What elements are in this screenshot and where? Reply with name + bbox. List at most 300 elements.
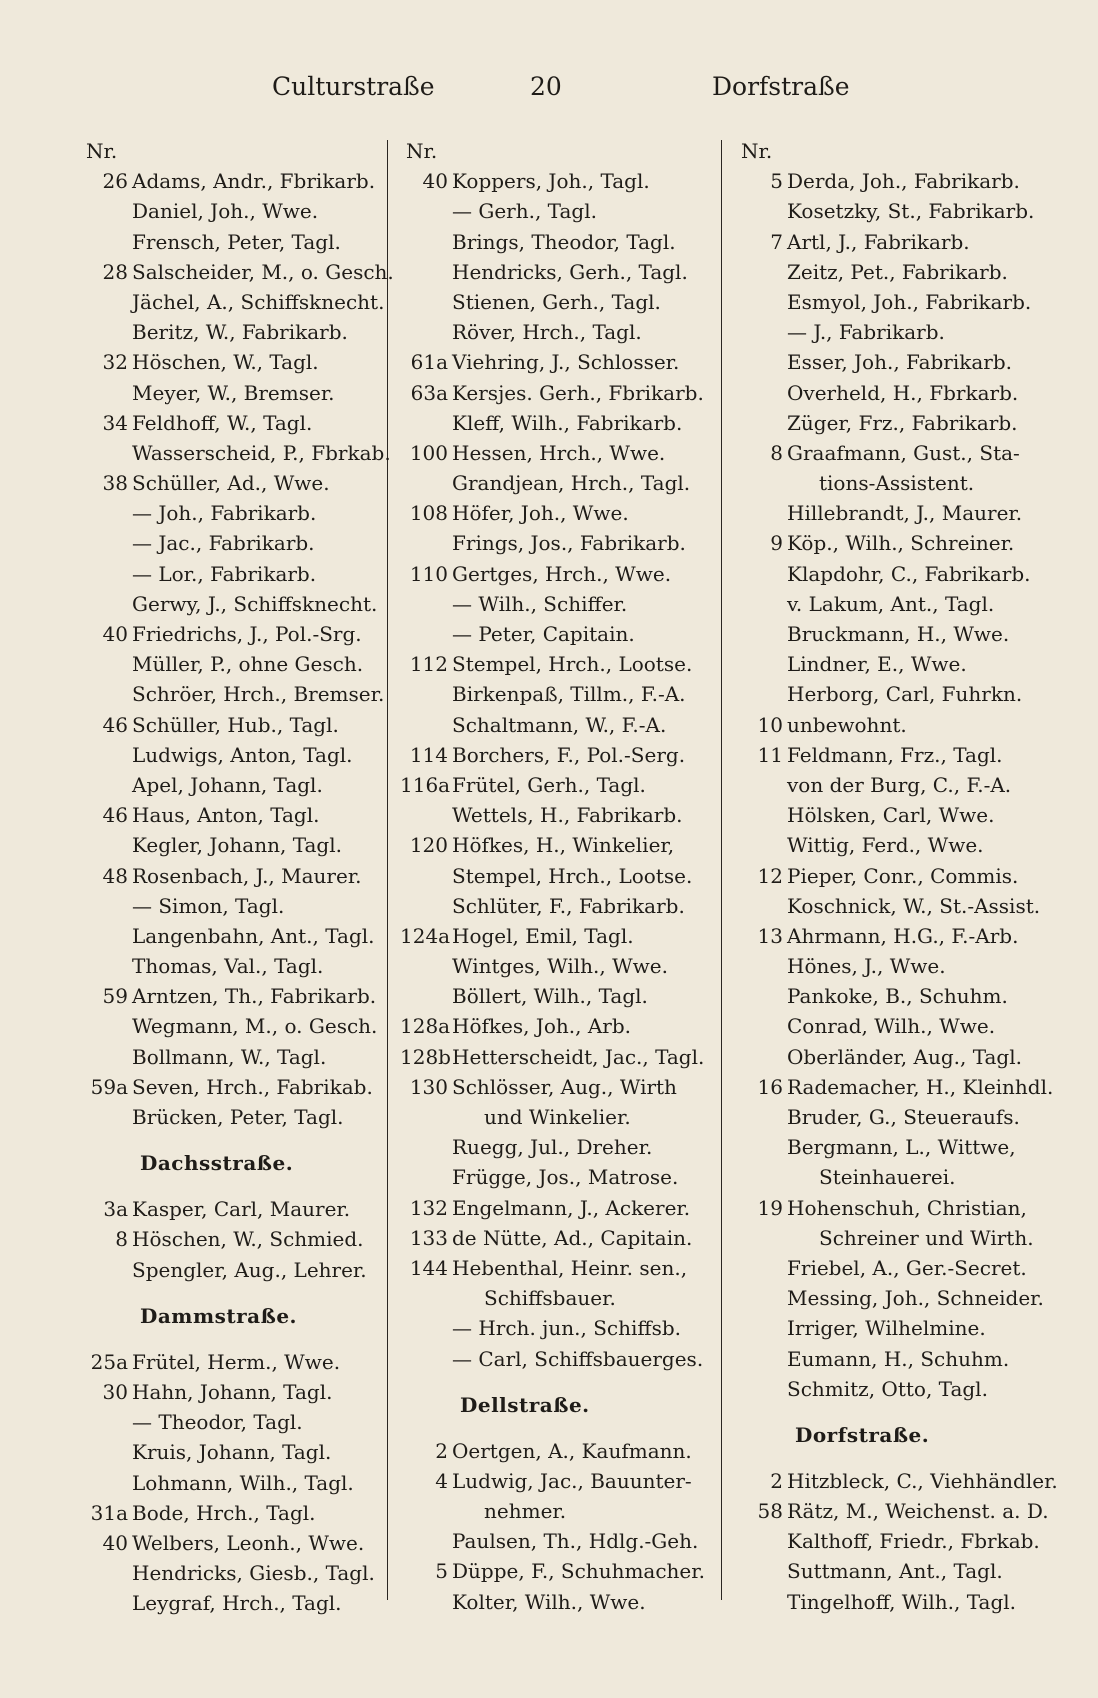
resident-text: Ludwigs, Anton, Tagl. [132,742,353,767]
directory-entry [80,1347,380,1377]
resident-text: Bergmann, L., Wittwe, [787,1135,1016,1160]
directory-entry [735,1344,1035,1374]
column-divider [721,140,722,1600]
house-number: 12 [757,863,783,888]
directory-entry [80,498,380,528]
resident-text: Rätz, M., Weichenst. a. D. [787,1499,1049,1524]
house-number: 59a [90,1074,128,1099]
resident-text: — Hrch. jun., Schiffsb. [452,1316,682,1341]
directory-entry [80,347,380,377]
directory-entry [735,1102,1035,1132]
resident-text: Wegmann, M., o. Gesch. [132,1014,378,1039]
resident-text: Hahn, Johann, Tagl. [132,1379,333,1404]
directory-entry [400,1556,705,1586]
directory-entry [400,227,700,257]
resident-text: Feldmann, Frz., Tagl. [787,742,1003,767]
resident-text: Bruder, G., Steueraufs. [787,1105,1020,1129]
resident-text: Schaltmann, W., F.-A. [452,712,667,737]
resident-text: Röver, Hrch., Tagl. [452,320,642,345]
resident-text: Daniel, Joh., Wwe. [132,199,319,224]
house-number: 130 [409,1074,448,1099]
directory-entry [400,1042,705,1072]
resident-text: — Lor., Fabrikarb. [132,561,317,586]
street-heading [80,1132,380,1194]
resident-text: Herborg, Carl, Fuhrkn. [787,682,1023,707]
directory-entry [735,257,1035,287]
resident-text: — J., Fabrikarb. [787,320,945,345]
resident-text: — Gerh., Tagl. [452,199,597,224]
street-heading [735,1404,1035,1466]
directory-entry [400,1313,700,1343]
resident-text: Wittig, Ferd., Wwe. [787,833,984,858]
directory-entry [80,227,380,257]
directory-entry [735,498,1035,528]
house-number: 34 [102,410,128,435]
directory-entry [80,740,380,770]
house-number: 13 [757,923,783,948]
resident-text: Kalthoff, Friedr., Fbrkab. [787,1529,1040,1554]
house-number: 28 [102,259,128,284]
resident-text: Stempel, Hrch., Lootse. [452,652,693,677]
house-number: 2 [770,1468,783,1493]
directory-entry [735,710,1035,740]
resident-text: Friedrichs, J., Pol.-Srg. [132,622,362,646]
house-number: 5 [435,1559,448,1584]
directory-entry [80,528,380,558]
resident-text: Graafmann, Gust., Sta- [787,440,1020,465]
directory-entry [80,1102,380,1132]
directory-entry [400,287,700,317]
resident-text: Grandjean, Hrch., Tagl. [452,471,691,496]
directory-entry [400,1223,700,1253]
directory-entry [400,408,700,438]
directory-entry [735,378,1035,408]
directory-entry [80,1072,380,1102]
resident-text: Frügge, Jos., Matrose. [452,1165,679,1190]
house-number: 112 [409,652,448,677]
directory-entry [400,800,700,830]
directory-entry [400,1526,700,1556]
resident-text: Wintges, Wilh., Wwe. [452,954,668,979]
directory-entry [735,770,1035,800]
directory-entry [80,317,380,347]
resident-text: Welbers, Leonh., Wwe. [132,1530,365,1555]
resident-text: Züger, Frz., Fabrikarb. [787,410,1018,435]
header-right-street: Dorfstraße [712,72,850,101]
resident-text: Frütel, Herm., Wwe. [132,1349,341,1374]
resident-text: Hitzbleck, C., Viehhändler. [787,1468,1058,1493]
house-number: 63a [410,380,448,405]
directory-entry [400,438,700,468]
resident-text: Wettels, H., Fabrikarb. [452,803,683,828]
directory-entry [400,1162,700,1192]
directory-entry [400,468,700,498]
directory-entry [400,740,700,770]
directory-entry [735,1496,1049,1526]
house-number: 59 [102,984,128,1009]
directory-entry [735,1072,1054,1102]
resident-text: Höschen, W., Tagl. [132,350,319,375]
directory-entry [400,589,700,619]
house-number: 114 [409,742,448,767]
house-number: 25a [90,1349,128,1374]
directory-entry [735,589,1035,619]
resident-text: Artl, J., Fabrikarb. [787,229,970,254]
resident-text: Arntzen, Th., Fabrikarb. [132,984,377,1009]
directory-entry [735,740,1035,770]
directory-entry [735,951,1035,981]
house-number: 8 [770,440,783,465]
resident-text: Höfkes, Joh., Arb. [452,1014,631,1039]
directory-entry [735,166,1035,196]
resident-text: Jächel, A., Schiffsknecht. [132,289,385,314]
resident-text: Lohmann, Wilh., Tagl. [132,1470,354,1495]
resident-text: Bode, Hrch., Tagl. [132,1500,316,1525]
resident-text: Apel, Johann, Tagl. [132,772,323,797]
house-number: 120 [409,833,448,858]
directory-entry [735,891,1041,921]
resident-text: Schlüter, F., Fabrikarb. [452,893,685,918]
directory-entry [400,1072,700,1102]
directory-entry [80,1377,380,1407]
directory-entry [400,891,700,921]
page-header [0,72,1098,116]
directory-entry [735,408,1035,438]
directory-entry [80,1194,380,1224]
resident-text: nehmer. [484,1499,567,1524]
directory-entry [80,438,391,468]
header-left-street: Culturstraße [272,72,435,101]
resident-text: Meyer, W., Bremser. [132,380,335,405]
resident-text: Rosenbach, J., Maurer. [132,863,362,888]
directory-entry [735,1313,1035,1343]
resident-text: Hölsken, Carl, Wwe. [787,803,995,828]
directory-entry [400,257,700,287]
resident-text: Kasper, Carl, Maurer. [132,1197,351,1222]
directory-entry [735,1162,1035,1192]
directory-entry [735,1587,1035,1617]
directory-entry [80,679,385,709]
resident-text: Pieper, Conr., Commis. [787,863,1019,888]
house-number: 26 [102,169,128,194]
directory-entry [735,1283,1044,1313]
directory-entry [735,861,1035,891]
resident-text: Leygraf, Hrch., Tagl. [132,1591,342,1616]
directory-entry [400,951,700,981]
resident-text: Hebenthal, Heinr. sen., [452,1255,688,1280]
resident-text: Lindner, E., Wwe. [787,652,967,677]
house-number: 110 [409,561,448,586]
directory-entry [735,1042,1035,1072]
street-name: Dammstraße. [140,1303,298,1328]
resident-text: Wasserscheid, P., Fbrkab. [132,440,391,465]
resident-text: Ludwig, Jac., Bauunter- [452,1468,692,1493]
directory-entry [400,498,700,528]
directory-entry [400,196,700,226]
directory-entry [400,770,700,800]
house-number: 7 [770,229,783,254]
resident-text: von der Burg, C., F.-A. [787,772,1012,797]
resident-text: Hendricks, Gerh., Tagl. [452,259,688,284]
house-number: 128a [400,1014,451,1039]
resident-text: Tingelhoff, Wilh., Tagl. [787,1589,1017,1614]
resident-text: Suttmann, Ant., Tagl. [787,1559,1003,1584]
house-number: 19 [757,1195,783,1220]
directory-entry [400,166,700,196]
resident-text: — Simon, Tagl. [132,893,285,918]
resident-text: Friebel, A., Ger.-Secret. [787,1255,1027,1280]
resident-text: Hessen, Hrch., Wwe. [452,440,666,465]
resident-text: — Wilh., Schiffer. [452,591,628,616]
directory-entry [735,347,1035,377]
resident-text: Stempel, Hrch., Lootse. [452,863,693,888]
street-name: Dellstraße. [460,1392,590,1417]
column-nr-label [735,136,1035,166]
resident-text: Birkenpaß, Tillm., F.-A. [452,682,686,707]
resident-text: Höfer, Joh., Wwe. [452,501,629,526]
column-nr-label [400,136,700,166]
resident-text: Schreiner und Wirth. [819,1225,1034,1250]
resident-text: Langenbahn, Ant., Tagl. [132,923,375,948]
resident-text: Engelmann, J., Ackerer. [452,1195,691,1220]
directory-entry [400,378,704,408]
resident-text: Frensch, Peter, Tagl. [132,229,341,254]
street-heading [80,1285,380,1347]
resident-text: Schröer, Hrch., Bremser. [132,682,385,707]
directory-entry [735,1526,1040,1556]
directory-entry [735,1556,1035,1586]
resident-text: Zeitz, Pet., Fabrikarb. [787,259,1008,284]
resident-text: Seven, Hrch., Fabrikab. [132,1074,373,1099]
resident-text: Schiffsbauer. [484,1286,616,1311]
resident-text: Conrad, Wilh., Wwe. [787,1014,996,1039]
house-number: Nr. [741,139,773,163]
resident-text: Borchers, F., Pol.-Serg. [452,742,686,767]
directory-entry [400,1466,700,1496]
house-number: 16 [757,1074,783,1099]
house-number: 8 [115,1227,128,1252]
resident-text: Overheld, H., Fbrkarb. [787,380,1019,405]
resident-text: Thomas, Val., Tagl. [132,954,324,979]
resident-text: Höfkes, H., Winkelier, [452,833,675,858]
resident-text: Schlösser, Aug., Wirth [452,1074,677,1099]
resident-text: Adams, Andr., Fbrikarb. [132,169,376,194]
house-number: 58 [757,1499,783,1524]
resident-text: Höschen, W., Schmied. [132,1227,364,1252]
directory-entry [80,1528,380,1558]
street-name: Dachsstraße. [140,1151,294,1176]
resident-text: Ahrmann, H.G., F.-Arb. [787,923,1019,948]
house-number: 132 [409,1195,448,1220]
directory-entry [735,981,1035,1011]
directory-entry [735,1253,1035,1283]
house-number: 124a [400,923,451,948]
resident-text: Esmyol, Joh., Fabrikarb. [787,289,1032,314]
house-number: 133 [409,1225,448,1250]
directory-entry [80,1558,380,1588]
house-number: 116a [400,772,451,797]
directory-entry [80,1224,380,1254]
directory-entry [80,1011,380,1041]
resident-text: Köp., Wilh., Schreiner. [787,531,1015,556]
directory-entry [80,770,380,800]
house-number: 30 [102,1379,128,1404]
resident-text: Paulsen, Th., Hdlg.-Geh. [452,1529,699,1554]
resident-text: v. Lakum, Ant., Tagl. [787,591,995,616]
house-number: 11 [757,742,783,767]
resident-text: Rademacher, H., Kleinhdl. [787,1074,1054,1099]
directory-entry [735,1132,1035,1162]
directory-entry [735,1193,1035,1223]
directory-entry [80,408,380,438]
directory-entry [80,649,380,679]
resident-text: Hendricks, Giesb., Tagl. [132,1561,375,1586]
resident-text: — Peter, Capitain. [452,622,635,646]
directory-entry [80,1407,380,1437]
house-number: 128b [400,1044,451,1069]
resident-text: Schüller, Ad., Wwe. [132,471,330,496]
directory-entry [735,679,1035,709]
directory-entry [400,1283,700,1313]
directory-entry [735,317,1035,347]
house-number: 10 [757,712,783,737]
directory-entry [80,196,380,226]
directory-entry [80,1255,380,1285]
directory-entry [735,1374,1035,1404]
directory-entry [80,1437,380,1467]
directory-entry [80,800,380,830]
resident-text: Steinhauerei. [819,1165,956,1190]
page-number: 20 [530,72,562,101]
house-number: Nr. [406,139,438,163]
directory-entry [400,649,700,679]
resident-text: Oberländer, Aug., Tagl. [787,1044,1022,1069]
resident-text: Spengler, Aug., Lehrer. [132,1257,367,1282]
directory-entry [400,921,700,951]
resident-text: Haus, Anton, Tagl. [132,803,320,828]
column-nr-label [80,136,380,166]
resident-text: Esser, Joh., Fabrikarb. [787,350,1013,375]
house-number: 31a [90,1500,128,1525]
resident-text: — Jac., Fabrikarb. [132,531,315,556]
directory-entry [735,830,1035,860]
resident-text: unbewohnt. [787,712,907,737]
directory-entry [80,378,380,408]
house-number: 108 [409,501,448,526]
resident-text: Kosetzky, St., Fabrikarb. [787,199,1035,224]
resident-text: Frings, Jos., Fabrikarb. [452,531,686,556]
column-divider [387,140,388,1600]
directory-entry [80,287,385,317]
resident-text: Eumann, H., Schuhm. [787,1346,1010,1371]
resident-text: de Nütte, Ad., Capitain. [452,1225,693,1250]
resident-text: — Carl, Schiffsbauerges. [452,1346,704,1371]
resident-text: Kolter, Wilh., Wwe. [452,1589,646,1614]
house-number: 144 [409,1255,448,1280]
directory-entry [735,619,1035,649]
directory-entry [80,468,380,498]
street-name: Dorfstraße. [795,1422,930,1447]
directory-entry [735,1223,1035,1253]
resident-text: Bruckmann, H., Wwe. [787,622,1010,646]
resident-text: Brings, Theodor, Tagl. [452,229,676,254]
directory-entry [735,921,1035,951]
directory-entry [80,1042,380,1072]
resident-text: Düppe, F., Schuhmacher. [452,1559,705,1584]
resident-text: Viehring, J., Schlosser. [452,350,680,375]
house-number: 5 [770,169,783,194]
house-number: 100 [409,440,448,465]
resident-text: Brücken, Peter, Tagl. [132,1105,344,1129]
resident-text: Messing, Joh., Schneider. [787,1286,1044,1311]
resident-text: Irriger, Wilhelmine. [787,1316,986,1341]
resident-text: Müller, P., ohne Gesch. [132,652,364,677]
house-number: 40 [102,1530,128,1555]
resident-text: Hohenschuh, Christian, [787,1195,1027,1220]
resident-text: Gertges, Hrch., Wwe. [452,561,672,586]
directory-entry [80,710,380,740]
house-number: 38 [102,471,128,496]
directory-entry [400,1011,700,1041]
directory-entry [80,861,380,891]
directory-entry [80,981,380,1011]
directory-entry [400,861,700,891]
directory-entry [735,227,1035,257]
directory-entry [80,166,380,196]
directory-entry [735,528,1035,558]
directory-entry [400,619,700,649]
directory-entry [400,1102,700,1132]
directory-entry [735,287,1035,317]
resident-text: Frütel, Gerh., Tagl. [452,772,646,797]
directory-entry [735,649,1035,679]
resident-text: Schmitz, Otto, Tagl. [787,1376,988,1401]
resident-text: Schüller, Hub., Tagl. [132,712,339,737]
resident-text: Koschnick, W., St.-Assist. [787,893,1041,918]
directory-entry [400,981,700,1011]
resident-text: Stienen, Gerh., Tagl. [452,289,661,314]
directory-entry [400,1496,700,1526]
resident-text: Kegler, Johann, Tagl. [132,833,342,858]
street-heading [400,1374,700,1436]
directory-entry [400,1436,700,1466]
directory-entry [400,830,700,860]
directory-entry [80,1498,380,1528]
resident-text: und Winkelier. [484,1105,631,1129]
resident-text: Oertgen, A., Kaufmann. [452,1438,692,1463]
resident-text: Hillebrandt, J., Maurer. [787,501,1023,526]
resident-text: Hogel, Emil, Tagl. [452,923,634,948]
directory-entry [80,1588,380,1618]
directory-entry [400,1132,700,1162]
column-3 [735,136,1058,1617]
house-number: Nr. [86,139,118,163]
resident-text: Hönes, J., Wwe. [787,954,946,979]
resident-text: Derda, Joh., Fabrikarb. [787,169,1020,194]
resident-text: Hetterscheidt, Jac., Tagl. [452,1044,705,1069]
resident-text: Kersjes. Gerh., Fbrikarb. [452,380,704,405]
directory-entry [80,589,380,619]
directory-entry [400,679,700,709]
directory-entry [735,468,1035,498]
directory-entry [80,1468,380,1498]
house-number: 32 [102,350,128,375]
directory-entry [735,559,1035,589]
directory-entry [80,951,380,981]
directory-entry [735,800,1035,830]
resident-text: — Joh., Fabrikarb. [132,501,317,526]
house-number: 4 [435,1468,448,1493]
